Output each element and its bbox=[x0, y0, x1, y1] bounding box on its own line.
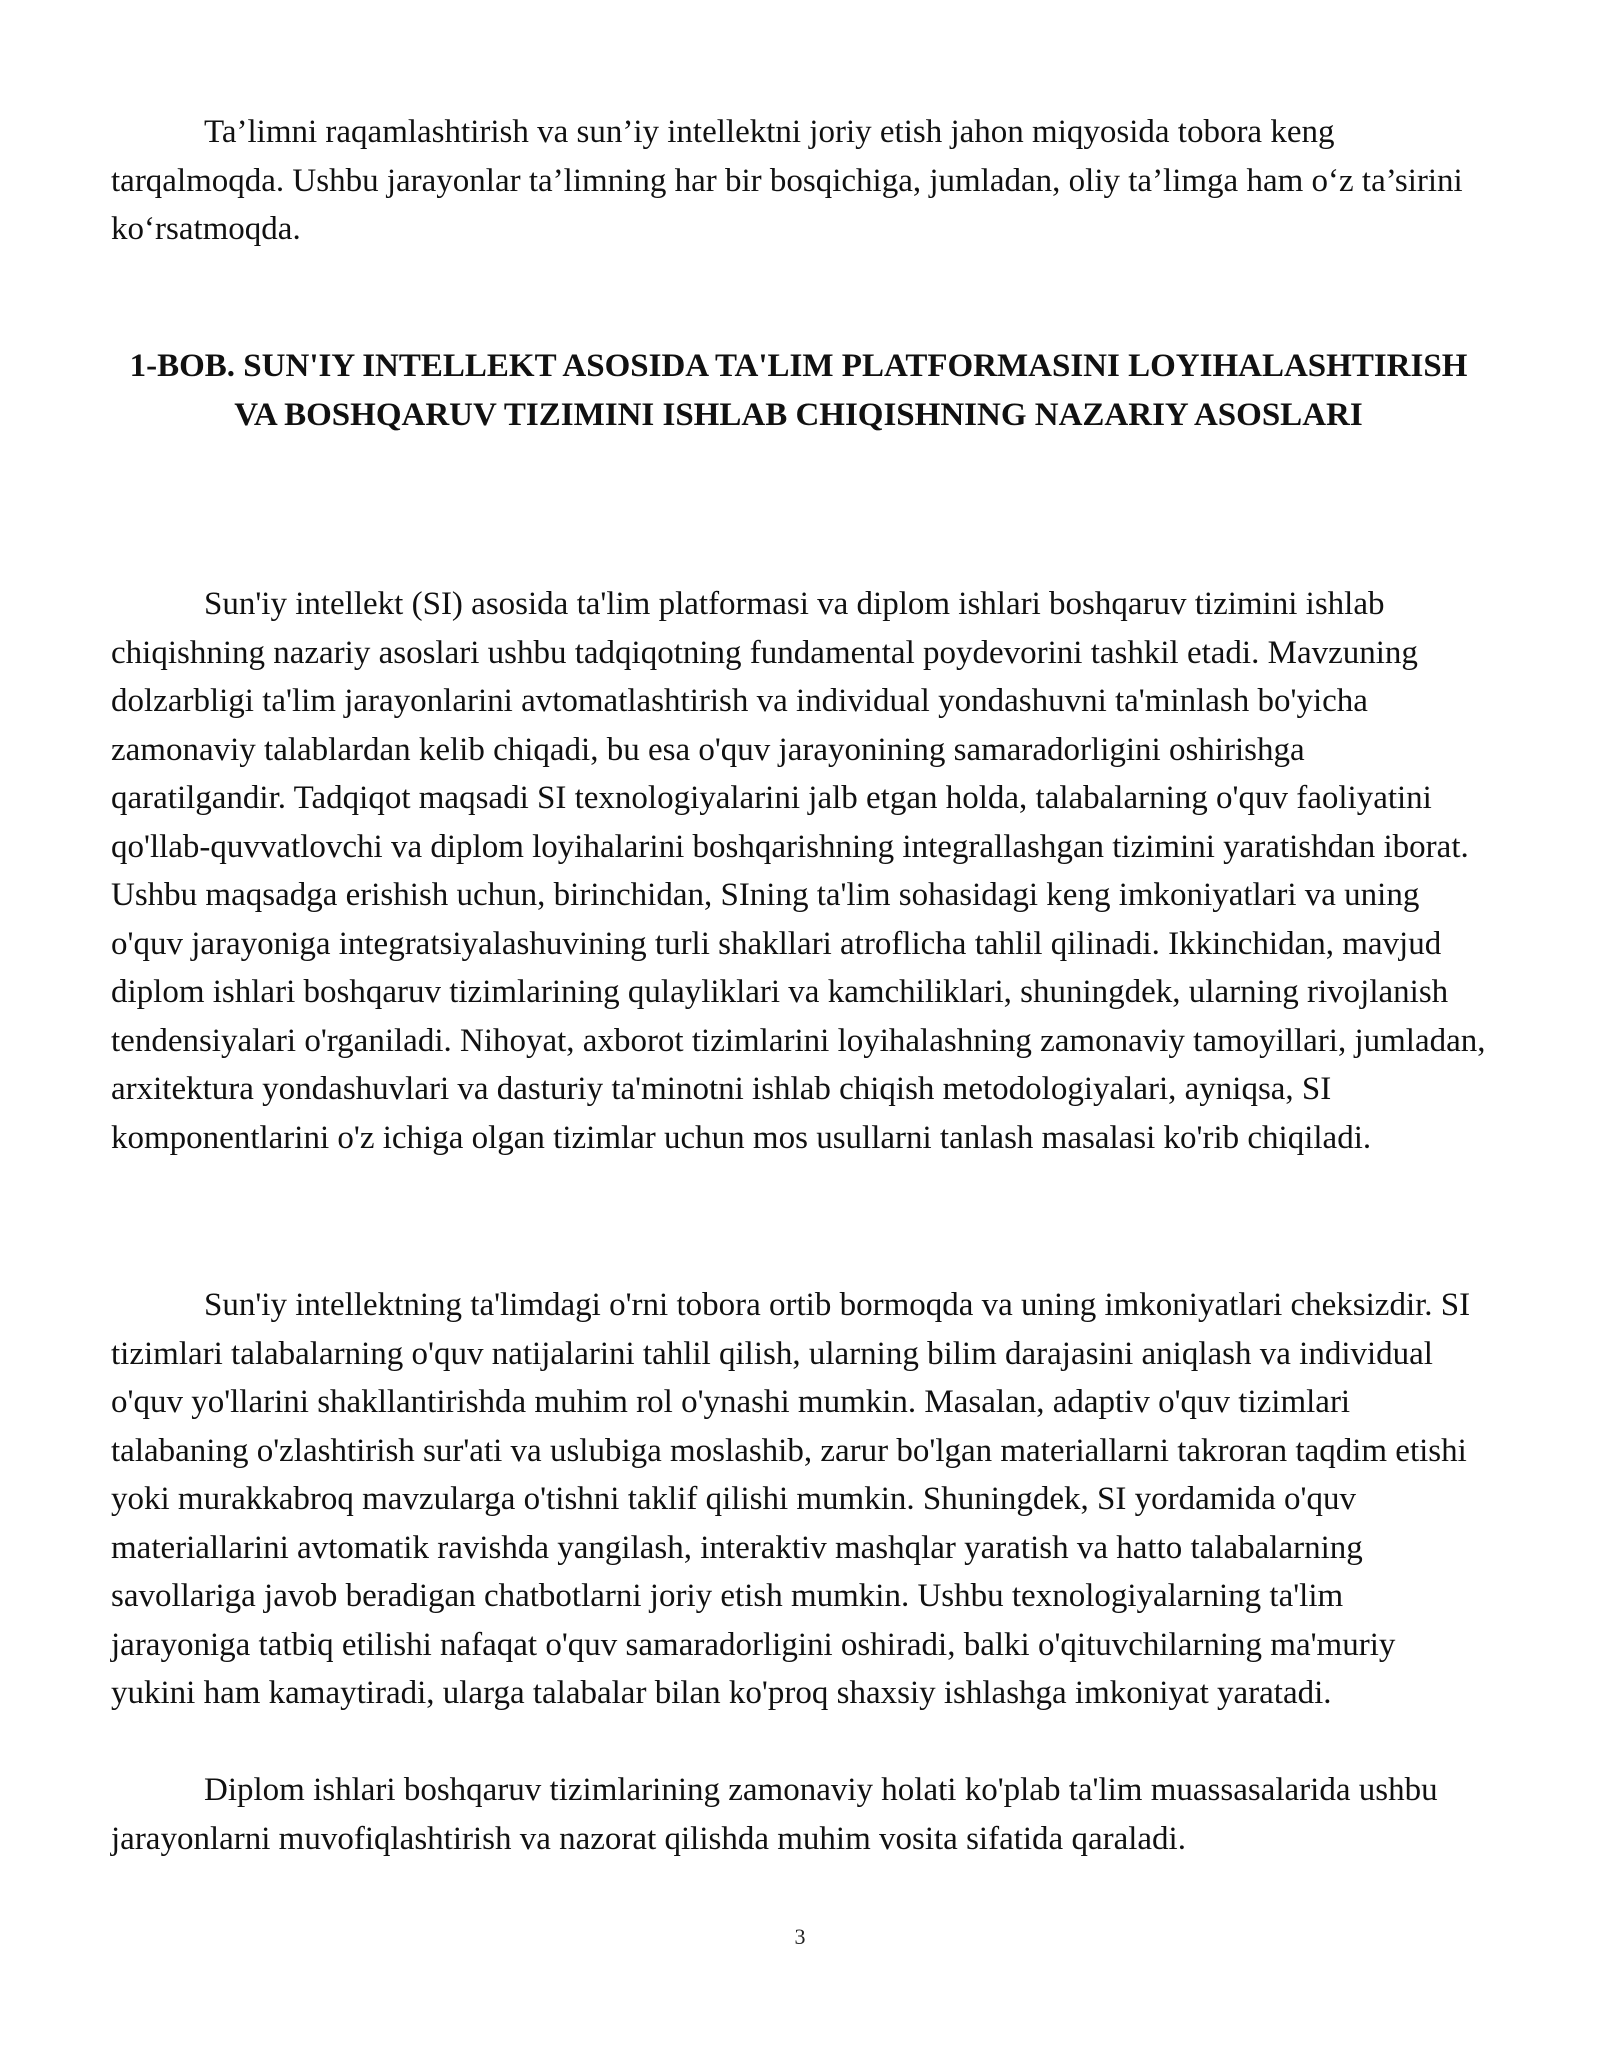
body-paragraph: Diplom ishlari boshqaruv tizimlarining zamonaviy holati ko'plab ta'lim muassasalarida ushbu jarayonlarni muvofiqlashtirish va nazorat qilishda muhim vosita sifatida qaraladi. bbox=[111, 1772, 1438, 1857]
chapter-heading: 1-BOB. SUN'IY INTELLEKT ASOSIDA TA'LIM PLATFORMASINI LOYIHALASHTIRISH VA BOSHQARUV TIZIMINI ISHLAB CHIQISHNING NAZARIY ASOSLARI bbox=[129, 348, 1468, 433]
body-paragraph: Sun'iy intellektning ta'limdagi o'rni tobora ortib bormoqda va uning imkoniyatlari cheksizdir. SI tizimlari talabalarning o'quv natijalarini tahlil qilish, ularning bilim darajasini aniqlash va individual o'quv yo'llarini shakllantirishda muhim rol o'ynashi mumkin. Masalan, adaptiv o'quv tizimlari talabaning o'zlashtirish sur'ati va uslubiga moslashib, zarur bo'lgan materiallarni takroran taqdim etishi yoki murakkabroq mavzularga o'tishni taklif qilishi mumkin. Shuningdek, SI yordamida o'quv materiallarini avtomatik ravishda yangilash, interaktiv mashqlar yaratish va hatto talabalarning savollariga javob beradigan chatbotlarni joriy etish mumkin. Ushbu texnologiyalarning ta'lim jarayoniga tatbiq etilishi nafaqat o'quv samaradorligini oshiradi, balki o'qituvchilarning ma'muriy yukini ham kamaytiradi, ularga talabalar bilan ko'proq shaxsiy ishlashga imkoniyat yaratadi. bbox=[111, 1287, 1471, 1711]
intro-paragraph: Ta’limni raqamlashtirish va sun’iy intellektni joriy etish jahon miqyosida tobora keng tarqalmoqda. Ushbu jarayonlar ta’limning har bir bosqichiga, jumladan, oliy ta’limga ham o‘z ta’sirini ko‘rsatmoqda. bbox=[111, 114, 1463, 247]
body-paragraph: Sun'iy intellekt (SI) asosida ta'lim platformasi va diplom ishlari boshqaruv tizimini ishlab chiqishning nazariy asoslari ushbu tadqiqotning fundamental poydevorini tashkil etadi. Mavzuning dolzarbligi ta'lim jarayonlarini avtomatlashtirish va individual yondashuvni ta'minlash bo'yicha zamonaviy talablardan kelib chiqadi, bu esa o'quv jarayonining samaradorligini oshirishga qaratilgandir. Tadqiqot maqsadi SI texnologiyalarini jalb etgan holda, talabalarning o'quv faoliyatini qo'llab-quvvatlovchi va diplom loyihalarini boshqarishning integrallashgan tizimini yaratishdan iborat. Ushbu maqsadga erishish uchun, birinchidan, SIning ta'lim sohasidagi keng imkoniyatlari va uning o'quv jarayoniga integratsiyalashuvining turli shakllari atroflicha tahlil qilinadi. Ikkinchidan, mavjud diplom ishlari boshqaruv tizimlarining qulayliklari va kamchiliklari, shuningdek, ularning rivojlanish tendensiyalari o'rganiladi. Nihoyat, axborot tizimlarini loyihalashning zamonaviy tamoyillari, jumladan, arxitektura yondashuvlari va dasturiy ta'minotni ishlab chiqish metodologiyalari, ayniqsa, SI komponentlarini o'z ichiga olgan tizimlar uchun mos usullarni tanlash masalasi ko'rib chiqiladi. bbox=[111, 586, 1486, 1156]
page-number: 3 bbox=[794, 1924, 806, 1949]
